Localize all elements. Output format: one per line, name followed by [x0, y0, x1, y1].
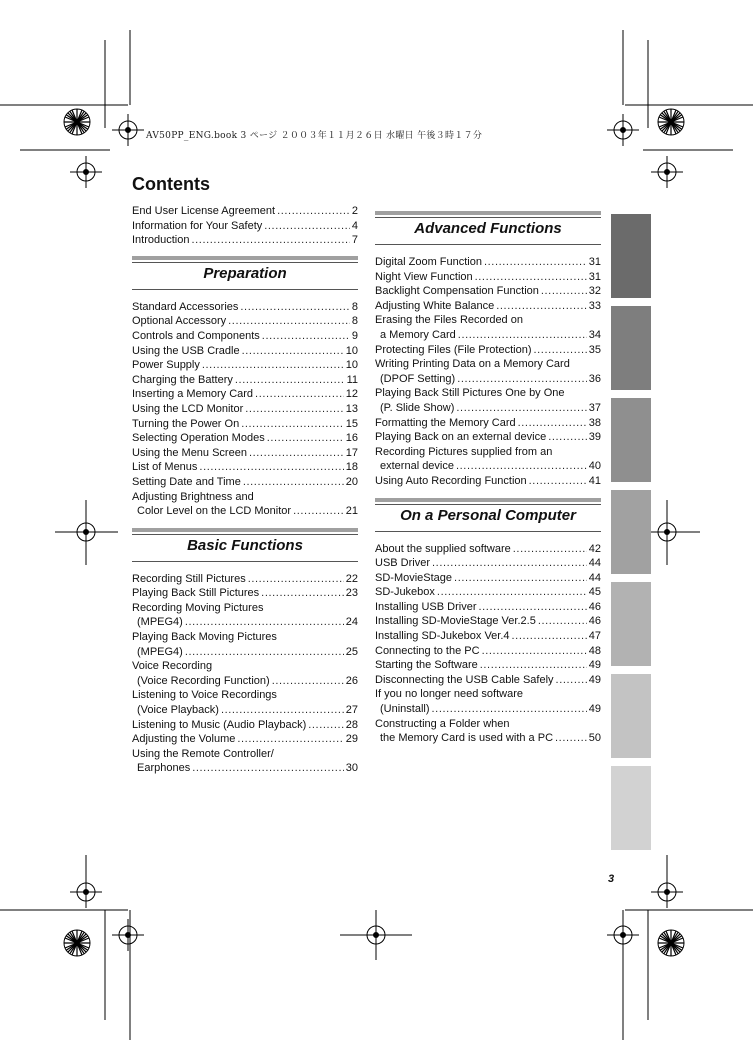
toc-entry[interactable] [132, 300, 358, 315]
toc-entry-page: 36 [588, 372, 601, 385]
toc-entry-title: Protecting Files (File Protection) [375, 343, 532, 356]
section-entries [375, 255, 601, 489]
toc-entry-title: Backlight Compensation Function [375, 285, 539, 298]
dot-leader [185, 645, 344, 660]
dot-leader [496, 299, 587, 314]
dot-leader [243, 475, 344, 490]
dot-leader [241, 417, 344, 432]
toc-entry-title-line1: Writing Printing Data on a Memory Card [375, 358, 570, 371]
toc-entry[interactable] [375, 614, 601, 629]
toc-entry-page: 49 [588, 703, 601, 716]
contents-right-column [375, 211, 601, 746]
section-on-a-personal-computer [375, 498, 601, 746]
toc-entry-page: 7 [351, 234, 358, 247]
toc-entry[interactable] [132, 431, 358, 446]
toc-entry-title: Formatting the Memory Card [375, 416, 516, 429]
contents-left-column [132, 204, 358, 776]
toc-entry[interactable] [375, 556, 601, 571]
toc-entry[interactable] [132, 490, 358, 519]
toc-entry-title: Using Auto Recording Function [375, 474, 527, 487]
toc-entry-page: 49 [588, 659, 601, 672]
toc-entry-page: 40 [588, 460, 601, 473]
toc-entry[interactable] [132, 233, 358, 248]
section-entries [132, 572, 358, 776]
section-heading-label: On a Personal Computer [400, 506, 576, 524]
toc-entry[interactable] [375, 299, 601, 314]
toc-entry-page: 48 [588, 644, 601, 657]
toc-entry-title: About the supplied software [375, 542, 511, 555]
toc-entry-page: 46 [588, 600, 601, 613]
dot-leader [478, 600, 586, 615]
toc-entry[interactable] [132, 373, 358, 388]
toc-entry[interactable] [375, 284, 601, 299]
toc-entry[interactable] [375, 357, 601, 386]
toc-entry[interactable] [132, 572, 358, 587]
dot-leader [261, 586, 344, 601]
dot-leader [518, 416, 587, 431]
dot-leader [437, 585, 587, 600]
toc-entry-page: 30 [345, 762, 358, 775]
dot-leader [249, 446, 344, 461]
toc-entry-title: external device [380, 460, 454, 473]
toc-entry-title: Charging the Battery [132, 373, 233, 386]
toc-entry-page: 32 [588, 285, 601, 298]
toc-entry[interactable] [132, 630, 358, 659]
toc-entry-page: 38 [588, 416, 601, 429]
toc-entry-page: 10 [345, 359, 358, 372]
toc-entry-title: SD-Jukebox [375, 586, 435, 599]
toc-entry-page: 23 [345, 587, 358, 600]
toc-entry-title-line1: Voice Recording [132, 660, 213, 673]
toc-entry[interactable] [375, 270, 601, 285]
dot-leader [513, 542, 587, 557]
toc-entry-title: End User License Agreement [132, 205, 276, 217]
section-heading [375, 498, 601, 532]
toc-entry-title-line1: Listening to Voice Recordings [132, 689, 277, 702]
toc-entry-title: Installing SD-Jukebox Ver.4 [375, 630, 510, 643]
dot-leader [228, 314, 350, 329]
toc-entry[interactable] [375, 585, 601, 600]
toc-entry-page: 35 [588, 343, 601, 356]
toc-entry-page: 24 [345, 616, 358, 629]
toc-entry-title-line1: Recording Pictures supplied from an [375, 445, 553, 458]
toc-entry-title: Using the LCD Monitor [132, 402, 244, 415]
toc-entry-page: 33 [588, 299, 601, 312]
toc-entry[interactable] [132, 747, 358, 776]
dot-leader [248, 572, 344, 587]
section-heading [132, 528, 358, 562]
section-heading [132, 256, 358, 290]
toc-entry[interactable] [375, 386, 601, 415]
toc-entry[interactable] [375, 571, 601, 586]
toc-entry-title: USB Driver [375, 557, 431, 570]
toc-entry-page: 12 [345, 388, 358, 401]
toc-entry-page: 27 [345, 704, 358, 717]
toc-entry[interactable] [375, 430, 601, 445]
toc-entry-page: 17 [345, 446, 358, 459]
dot-leader [482, 644, 587, 659]
section-heading-label: Advanced Functions [414, 220, 562, 237]
toc-entry-title: Inserting a Memory Card [132, 388, 254, 401]
toc-entry-page: 21 [345, 505, 358, 518]
toc-entry[interactable] [132, 329, 358, 344]
toc-entry-title-line1: Using the Remote Controller/ [132, 747, 274, 760]
toc-entry[interactable] [132, 387, 358, 402]
side-index-tab [611, 306, 651, 390]
toc-entry-title: (Uninstall) [380, 703, 430, 716]
toc-entry-page: 4 [351, 219, 358, 232]
dot-leader [541, 284, 587, 299]
toc-entry-page: 37 [588, 401, 601, 414]
toc-entry[interactable] [132, 601, 358, 630]
toc-entry-title: Installing USB Driver [375, 600, 477, 613]
side-index-tab [611, 490, 651, 574]
toc-entry-page: 31 [588, 270, 601, 283]
toc-entry-title-line1: Constructing a Folder when [375, 717, 510, 730]
toc-entry-page: 45 [588, 586, 601, 599]
toc-entry[interactable] [375, 644, 601, 659]
toc-entry-page: 15 [345, 417, 358, 430]
toc-entry-title: Controls and Components [132, 329, 260, 342]
toc-entry[interactable] [132, 446, 358, 461]
toc-entry-title: (Voice Playback) [137, 704, 219, 717]
toc-entry[interactable] [375, 687, 601, 716]
dot-leader [456, 401, 586, 416]
toc-entry-title: Using the USB Cradle [132, 344, 240, 357]
toc-entry-title: Installing SD-MovieStage Ver.2.5 [375, 615, 536, 628]
toc-entry-title: (DPOF Setting) [380, 372, 456, 385]
toc-entry[interactable] [375, 255, 601, 270]
toc-entry-title-line1: If you no longer need software [375, 688, 523, 701]
section-preparation [132, 256, 358, 519]
dot-leader [432, 702, 587, 717]
side-index-tab [611, 398, 651, 482]
section-advanced-functions [375, 211, 601, 489]
toc-entry-title: Connecting to the PC [375, 644, 480, 657]
toc-entry-page: 29 [345, 733, 358, 746]
toc-entry-title-line1: Playing Back Still Pictures One by One [375, 387, 565, 400]
toc-entry[interactable] [132, 460, 358, 475]
toc-entry-title: Adjusting the Volume [132, 733, 236, 746]
toc-entry[interactable] [132, 688, 358, 717]
section-heading-label: Basic Functions [187, 536, 303, 554]
toc-entry-title-line1: Recording Moving Pictures [132, 601, 264, 614]
toc-entry-page: 20 [345, 475, 358, 488]
toc-entry-page: 11 [346, 373, 358, 386]
toc-entry[interactable] [375, 313, 601, 342]
toc-entry-title: SD-MovieStage [375, 571, 453, 584]
toc-entry-page: 42 [588, 542, 601, 555]
toc-entry-title: Turning the Power On [132, 417, 240, 430]
dot-leader [529, 474, 587, 489]
toc-entry[interactable] [132, 732, 358, 747]
toc-entry-title-line1: Playing Back Moving Pictures [132, 631, 277, 644]
toc-entry-page: 50 [588, 732, 601, 745]
toc-entry-title: Disconnecting the USB Cable Safely [375, 673, 554, 686]
dot-leader [199, 460, 343, 475]
dot-leader [458, 328, 587, 343]
toc-entry-title: (Voice Recording Function) [137, 674, 270, 687]
toc-entry-title: Standard Accessories [132, 300, 239, 313]
dot-leader [512, 629, 587, 644]
toc-entry-title: Listening to Music (Audio Playback) [132, 718, 307, 731]
toc-entry-page: 49 [588, 673, 601, 686]
toc-entry-page: 46 [588, 615, 601, 628]
toc-entry[interactable] [132, 475, 358, 490]
dot-leader [457, 372, 587, 387]
toc-entry-title: Power Supply [132, 359, 200, 372]
toc-entry-title: (P. Slide Show) [380, 401, 455, 414]
toc-entry-page: 44 [588, 557, 601, 570]
toc-entry-title: (MPEG4) [137, 616, 183, 629]
toc-entry[interactable] [375, 343, 601, 358]
toc-entry-title: Night View Function [375, 270, 473, 283]
dot-leader [308, 718, 344, 733]
dot-leader [262, 329, 350, 344]
toc-entry[interactable] [132, 344, 358, 359]
dot-leader [475, 270, 587, 285]
toc-entry-title: Starting the Software [375, 659, 478, 672]
toc-entry[interactable] [132, 718, 358, 733]
toc-entry-title: Playing Back on an external device [375, 431, 547, 444]
toc-entry-title: Setting Date and Time [132, 475, 241, 488]
toc-entry-page: 8 [351, 315, 358, 328]
dot-leader [191, 233, 349, 248]
toc-entry-page: 28 [345, 718, 358, 731]
toc-entry-page: 34 [588, 328, 601, 341]
toc-entry-title: Recording Still Pictures [132, 572, 246, 585]
toc-entry-title: (MPEG4) [137, 645, 183, 658]
toc-entry-page: 2 [351, 205, 358, 217]
toc-entry[interactable] [375, 629, 601, 644]
toc-entry-title: Optional Accessory [132, 315, 227, 328]
toc-entry[interactable] [132, 586, 358, 601]
dot-leader [456, 459, 587, 474]
toc-entry-page: 18 [345, 461, 358, 474]
dot-leader [237, 732, 343, 747]
dot-leader [534, 343, 587, 358]
section-basic-functions [132, 528, 358, 776]
dot-leader [432, 556, 587, 571]
toc-entry[interactable] [375, 658, 601, 673]
side-index-tab [611, 214, 651, 298]
dot-leader [242, 344, 344, 359]
toc-entry-page: 44 [588, 571, 601, 584]
toc-entry-page: 25 [345, 645, 358, 658]
toc-entry-title: Playing Back Still Pictures [132, 587, 260, 600]
toc-entry-title: Earphones [137, 762, 191, 775]
toc-entry-title: Using the Menu Screen [132, 446, 247, 459]
toc-entry[interactable] [132, 204, 358, 219]
section-entries [375, 542, 601, 746]
dot-leader [538, 614, 587, 629]
toc-entry-title: a Memory Card [380, 328, 456, 341]
toc-entry-title: Introduction [132, 234, 190, 247]
dot-leader [245, 402, 343, 417]
toc-entry[interactable] [132, 219, 358, 234]
toc-entry-page: 26 [345, 674, 358, 687]
dot-leader [277, 204, 350, 219]
dot-leader [272, 674, 344, 689]
toc-entry-title: Information for Your Safety [132, 219, 263, 232]
toc-entry[interactable] [132, 402, 358, 417]
toc-entry[interactable] [375, 600, 601, 615]
dot-leader [548, 430, 587, 445]
dot-leader [555, 731, 587, 746]
toc-entry-title: the Memory Card is used with a PC [380, 732, 554, 745]
dot-leader [185, 615, 344, 630]
toc-entry-page: 22 [345, 572, 358, 585]
dot-leader [235, 373, 345, 388]
toc-entry-page: 39 [588, 431, 601, 444]
toc-entry-page: 10 [345, 344, 358, 357]
dot-leader [221, 703, 344, 718]
dot-leader [264, 219, 350, 234]
dot-leader [202, 358, 344, 373]
toc-entry-title-line1: Adjusting Brightness and [132, 490, 254, 503]
toc-entry-title: Selecting Operation Modes [132, 432, 265, 445]
toc-entry-title: List of Menus [132, 461, 198, 474]
toc-entry-title: Adjusting White Balance [375, 299, 495, 312]
toc-entry-page: 8 [351, 300, 358, 313]
side-index-tab [611, 674, 651, 758]
toc-entry[interactable] [132, 417, 358, 432]
dot-leader [480, 658, 587, 673]
toc-entry[interactable] [375, 717, 601, 746]
toc-entry-page: 16 [345, 432, 358, 445]
dot-leader [556, 673, 587, 688]
dot-leader [484, 255, 587, 270]
toc-entry-page: 9 [351, 329, 358, 342]
dot-leader [454, 571, 587, 586]
dot-leader [255, 387, 344, 402]
toc-entry-page: 31 [588, 256, 601, 268]
toc-entry[interactable] [132, 314, 358, 329]
toc-entry-title: Digital Zoom Function [375, 256, 482, 268]
side-index-tab [611, 582, 651, 666]
toc-entry[interactable] [375, 673, 601, 688]
toc-entry[interactable] [375, 542, 601, 557]
section-heading-label: Preparation [203, 264, 287, 282]
dot-leader [240, 300, 349, 315]
print-header-line: AV50PP_ENG.book 3 ページ ２００３年１１月２６日 水曜日 午後３時１７分 [146, 131, 483, 141]
dot-leader [293, 504, 344, 519]
toc-entry[interactable] [375, 416, 601, 431]
toc-entry[interactable] [132, 659, 358, 688]
toc-entry-title-line1: Erasing the Files Recorded on [375, 314, 523, 327]
toc-entry-page: 47 [588, 630, 601, 643]
dot-leader [192, 761, 344, 776]
toc-entry-page: 13 [345, 402, 358, 415]
toc-entry[interactable] [375, 474, 601, 489]
toc-entry-page: 41 [588, 474, 601, 487]
dot-leader [267, 431, 344, 446]
page-number: 3 [608, 873, 615, 885]
section-heading [375, 211, 601, 245]
page-title: Contents [132, 174, 210, 194]
toc-entry-title: Color Level on the LCD Monitor [137, 505, 292, 518]
side-index-tab [611, 766, 651, 850]
toc-entry[interactable] [375, 445, 601, 474]
toc-entry[interactable] [132, 358, 358, 373]
section-entries [132, 300, 358, 519]
intro-entries [132, 204, 358, 248]
